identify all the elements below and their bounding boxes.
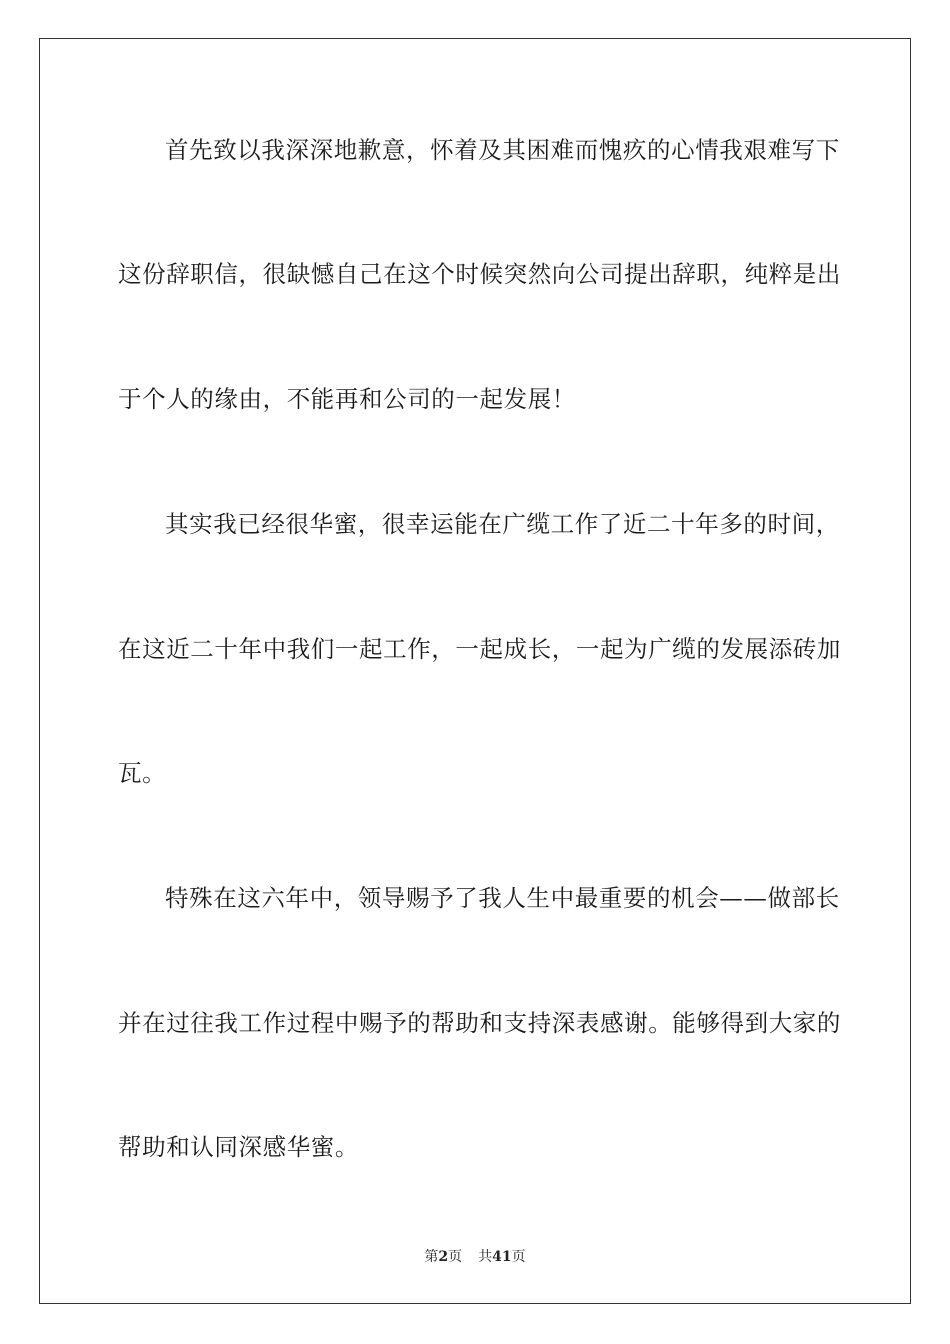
- page-footer: [40, 1247, 910, 1267]
- paragraph-2-line-2: 在这近二十年中我们一起工作，一起成长，一起为广缆的发展添砖加: [118, 635, 841, 663]
- paragraph-2-line-3: 瓦。: [118, 759, 167, 787]
- paragraph-1-line-3: 于个人的缘由，不能再和公司的一起发展！: [118, 385, 576, 413]
- paragraph-2-line-1: 其实我已经很华蜜，很幸运能在广缆工作了近二十年多的时间，: [165, 510, 840, 538]
- paragraph-1-line-1: 首先致以我深深地歉意，怀着及其困难而愧疚的心情我艰难写下: [165, 136, 840, 164]
- paragraph-3-line-3: 帮助和认同深感华蜜。: [118, 1133, 359, 1161]
- total-pages: 41: [492, 1249, 512, 1265]
- page-suffix: 页: [448, 1249, 463, 1265]
- page-prefix: 第: [424, 1249, 439, 1265]
- paragraph-3-line-2: 并在过往我工作过程中赐予的帮助和支持深表感谢。能够得到大家的: [118, 1009, 841, 1037]
- total-suffix: 页: [511, 1249, 526, 1265]
- paragraph-3-line-1: 特殊在这六年中，领导赐予了我人生中最重要的机会——做部长: [165, 884, 840, 912]
- page-number: 2: [438, 1249, 449, 1265]
- paragraph-1-line-2: 这份辞职信，很缺憾自己在这个时候突然向公司提出辞职，纯粹是出: [118, 260, 841, 288]
- total-prefix: 共: [478, 1249, 493, 1265]
- page-frame: [39, 38, 911, 1304]
